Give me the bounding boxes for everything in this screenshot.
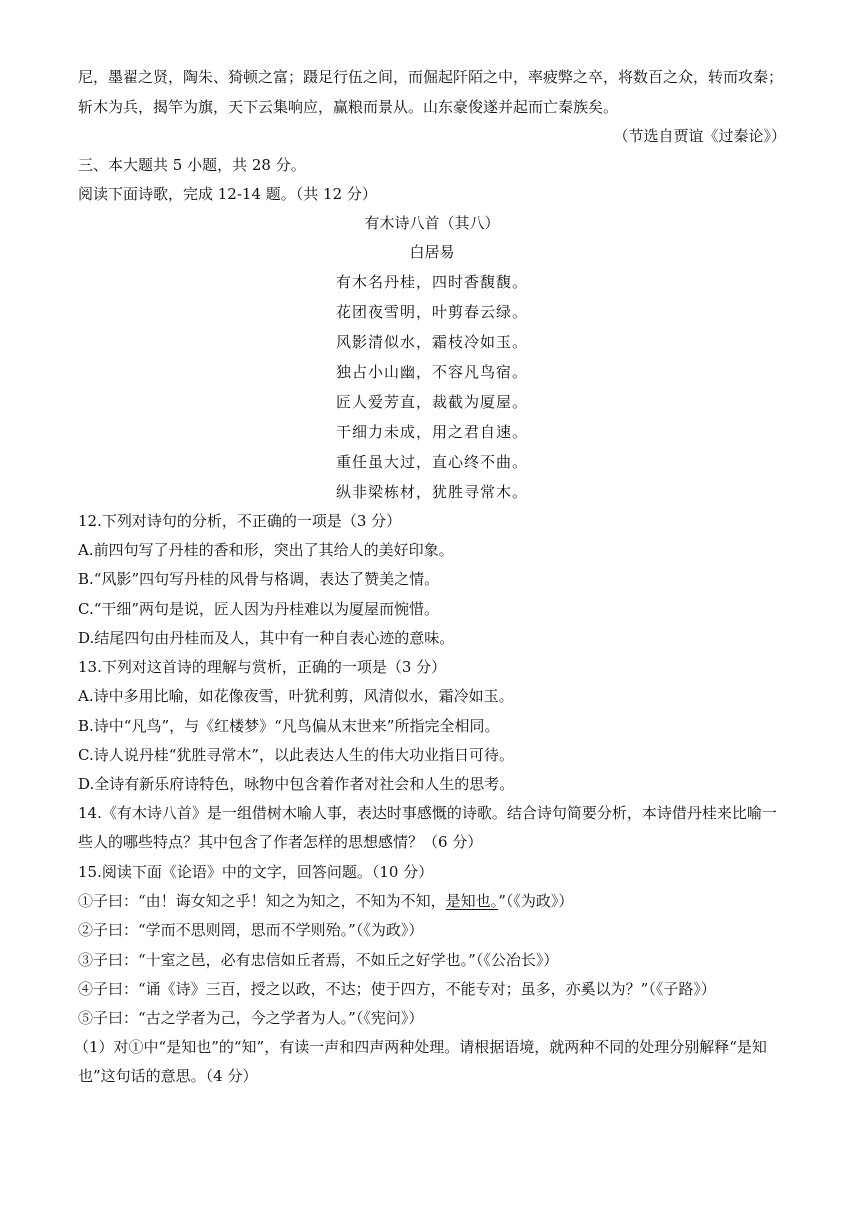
analects-item-5: ⑤子曰：“古之学者为己，今之学者为人。”（《宪问》） bbox=[78, 1009, 424, 1027]
question-14-line-2: 些人的哪些特点？其中包含了作者怎样的思想感情？（6 分） bbox=[78, 833, 483, 851]
poem-line: 花团夜雪明，叶剪春云绿。 bbox=[335, 303, 528, 321]
question-13-option-b: B.诗中“凡鸟”，与《红楼梦》“凡鸟偏从末世来”所指完全相同。 bbox=[78, 717, 500, 735]
analects-item-1-source: ”（《为政》） bbox=[498, 892, 574, 910]
passage-source: （节选自贾谊《过秦论》） bbox=[613, 127, 786, 145]
question-14-line-1: 14.《有木诗八首》是一组借树木喻人事，表达时事感慨的诗歌。结合诗句简要分析，本诗借丹桂来比喻一 bbox=[78, 804, 777, 822]
question-13-option-d: D.全诗有新乐府诗特色，咏物中包含着作者对社会和人生的思考。 bbox=[78, 775, 515, 793]
question-12-option-a: A.前四句写了丹桂的香和形，突出了其给人的美好印象。 bbox=[78, 541, 454, 559]
poem-line: 干细力未成，用之君自速。 bbox=[335, 423, 528, 441]
poem-line: 纵非梁栋材，犹胜寻常木。 bbox=[335, 483, 528, 501]
question-13-stem: 13.下列对这首诗的理解与赏析，正确的一项是（3 分） bbox=[78, 658, 447, 676]
analects-item-1-text: ①子曰：“由！诲女知之乎！知之为知之，不知为不知， bbox=[78, 892, 446, 910]
question-15-stem: 15.阅读下面《论语》中的文字，回答问题。（10 分） bbox=[78, 863, 434, 881]
question-15-sub1-line-1: （1）对①中“是知也”的“知”，有读一声和四声两种处理。请根据语境，就两种不同的处理分别解释“是知 bbox=[74, 1038, 767, 1056]
poem-author: 白居易 bbox=[409, 243, 455, 261]
question-13-option-c: C.诗人说丹桂“犹胜寻常木”，以此表达人生的伟大功业指日可待。 bbox=[78, 746, 515, 764]
analects-item-4: ④子曰：“诵《诗》三百，授之以政，不达；使于四方，不能专对；虽多，亦奚以为？”（《子路》） bbox=[78, 980, 716, 998]
question-12-option-b: B.“风影”四句写丹桂的风骨与格调，表达了赞美之情。 bbox=[78, 570, 440, 588]
underlined-phrase: 是知也。 bbox=[445, 892, 499, 910]
analects-item-1 bbox=[78, 891, 786, 911]
passage-line-2: 斩木为兵，揭竿为旗，天下云集响应，赢粮而景从。山东豪俊遂并起而亡秦族矣。 bbox=[78, 98, 619, 116]
section-instruction: 阅读下面诗歌，完成 12-14 题。（共 12 分） bbox=[78, 185, 377, 203]
poem-line: 风影清似水，霜枝冷如玉。 bbox=[335, 333, 528, 351]
poem-line: 独占小山幽，不容凡鸟宿。 bbox=[335, 363, 528, 381]
poem-line: 匠人爱芳直，裁截为厦屋。 bbox=[335, 393, 528, 411]
section-heading: 三、本大题共 5 小题，共 28 分。 bbox=[78, 156, 306, 174]
passage-line-1: 尼，墨翟之贤，陶朱、猗顿之富；蹑足行伍之间，而倔起阡陌之中，率疲弊之卒，将数百之众，转而攻秦； bbox=[78, 68, 784, 86]
question-12-stem: 12.下列对诗句的分析，不正确的一项是（3 分） bbox=[78, 512, 402, 530]
question-13-option-a: A.诗中多用比喻，如花像夜雪，叶犹利剪，风清似水，霜冷如玉。 bbox=[78, 687, 514, 705]
analects-item-2: ②子曰：“学而不思则罔，思而不学则殆。”（《为政》） bbox=[78, 921, 424, 939]
question-12-option-c: C.“干细”两句是说，匠人因为丹桂难以为厦屋而惋惜。 bbox=[78, 600, 440, 618]
poem-line: 有木名丹桂，四时香馥馥。 bbox=[335, 273, 528, 291]
poem-title: 有木诗八首（其八） bbox=[364, 214, 500, 232]
question-15-sub1-line-2: 也”这句话的意思。（4 分） bbox=[78, 1067, 258, 1085]
analects-item-3: ③子曰：“十室之邑，必有忠信如丘者焉，不如丘之好学也。”（《公冶长》） bbox=[78, 951, 559, 969]
question-12-option-d: D.结尾四句由丹桂而及人，其中有一种自表心迹的意味。 bbox=[78, 629, 455, 647]
poem-line: 重任虽大过，直心终不曲。 bbox=[335, 453, 528, 471]
